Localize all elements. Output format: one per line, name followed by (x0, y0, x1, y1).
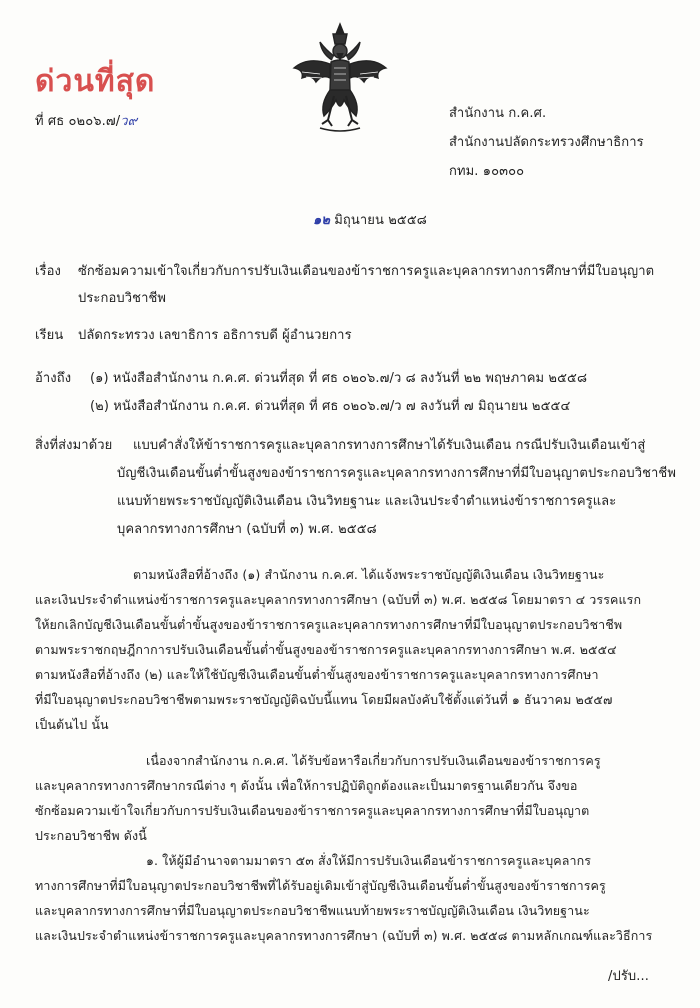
date-handwritten-day: ๑๒ (313, 213, 331, 228)
body-para3-line-2: ทางการศึกษาที่มีใบอนุญาตประกอบวิชาชีพที่ได้รับอยู่เดิมเข้าสู่บัญชีเงินเดือนขั้นต่ำขั้นสูงของข้าราชการครู (35, 878, 606, 893)
reference-label: อ้างถึง (35, 371, 72, 386)
body-para1-line-3: ให้ยกเลิกบัญชีเงินเดือนขั้นต่ำขั้นสูงของข้าราชการครูและบุคลากรทางการศึกษาที่มีใบอนุญาตประกอบวิชาชีพ (35, 617, 623, 632)
reference-item-2: (๒) หนังสือสำนักงาน ก.ค.ศ. ด่วนที่สุด ที่ ศธ ๐๒๐๖.๗/ว ๗ ลงวันที่ ๗ มิถุนายน ๒๕๕๔ (90, 399, 571, 414)
document-number (35, 113, 137, 131)
office-line-3: กทม. ๑๐๓๐๐ (449, 164, 525, 179)
document-number-prefix: ที่ ศธ ๐๒๐๖.๗/ (35, 114, 121, 129)
body-para1-line-7: เป็นต้นไป นั้น (35, 717, 109, 732)
body-para2-line-2: และบุคลากรทางการศึกษากรณีต่าง ๆ ดังนั้น เพื่อให้การปฏิบัติถูกต้องและเป็นมาตรฐานเดียวกัน จึงขอ (35, 778, 578, 793)
urgent-label: ด่วนที่สุด (35, 64, 156, 99)
continuation-marker: /ปรับ... (608, 969, 649, 984)
enclosure-line-3: แนบท้ายพระราชบัญญัติเงินเดือน เงินวิทยฐานะ และเงินประจำตำแหน่งข้าราชการครูและ (117, 494, 617, 509)
enclosure-label: สิ่งที่ส่งมาด้วย (35, 438, 113, 453)
garuda-emblem-icon (290, 20, 390, 138)
body-para2-line-3: ซักซ้อมความเข้าใจเกี่ยวกับการปรับเงินเดือนของข้าราชการครูและบุคลากรทางการศึกษาที่มีใบอนุญาต (35, 803, 590, 818)
enclosure-line-2: บัญชีเงินเดือนขั้นต่ำขั้นสูงของข้าราชการครูและบุคลากรทางการศึกษาที่มีใบอนุญาตประกอบวิชาชีพ (117, 466, 677, 481)
subject-line-1: ซักซ้อมความเข้าใจเกี่ยวกับการปรับเงินเดือนของข้าราชการครูและบุคลากรทางการศึกษาที่มีใบอนุญาต (78, 264, 655, 279)
addressee-text: ปลัดกระทรวง เลขาธิการ อธิการบดี ผู้อำนวยการ (78, 328, 352, 343)
body-para1-line-5: ตามหนังสือที่อ้างถึง (๒) และให้ใช้บัญชีเงินเดือนขั้นต่ำขั้นสูงของข้าราชการครูและบุคลากรทางการศึกษา (35, 667, 599, 682)
office-line-2: สำนักงานปลัดกระทรวงศึกษาธิการ (449, 135, 644, 150)
body-para3-line-4: และเงินประจำตำแหน่งข้าราชการครูและบุคลากรทางการศึกษา (ฉบับที่ ๓) พ.ศ. ๒๕๕๘ ตามหลักเกณฑ์และวิธีการ (35, 928, 653, 943)
body-para3-line-3: และบุคลากรทางการศึกษาที่มีใบอนุญาตประกอบวิชาชีพแนบท้ายพระราชบัญญัติเงินเดือน เงินวิทยฐานะ (35, 903, 590, 918)
office-line-1: สำนักงาน ก.ค.ศ. (449, 106, 547, 121)
reference-item-1: (๑) หนังสือสำนักงาน ก.ค.ศ. ด่วนที่สุด ที่ ศธ ๐๒๐๖.๗/ว ๘ ลงวันที่ ๒๒ พฤษภาคม ๒๕๕๘ (90, 371, 588, 386)
body-para1-line-6: ที่มีใบอนุญาตประกอบวิชาชีพตามพระราชบัญญัติฉบับนี้แทน โดยมีผลบังคับใช้ตั้งแต่วันที่ ๑ ธันวาคม ๒๕๕๗ (35, 692, 613, 707)
body-para2-line-1: เนื่องจากสำนักงาน ก.ค.ศ. ได้รับข้อหารือเกี่ยวกับการปรับเงินเดือนของข้าราชการครู (146, 753, 601, 768)
document-number-handwritten: ว๙ (120, 114, 138, 129)
body-para1-line-1: ตามหนังสือที่อ้างถึง (๑) สำนักงาน ก.ค.ศ. ได้แจ้งพระราชบัญญัติเงินเดือน เงินวิทยฐานะ (133, 567, 605, 582)
date-month-year: มิถุนายน ๒๕๕๘ (334, 213, 427, 228)
body-para3-line-1: ๑. ให้ผู้มีอำนาจตามมาตรา ๕๓ สั่งให้มีการปรับเงินเดือนข้าราชการครูและบุคลากร (146, 853, 592, 868)
body-para2-line-4: ประกอบวิชาชีพ ดังนี้ (35, 828, 147, 843)
enclosure-line-4: บุคลากรทางการศึกษา (ฉบับที่ ๓) พ.ศ. ๒๕๕๘ (117, 522, 377, 537)
subject-line-2: ประกอบวิชาชีพ (78, 291, 167, 306)
document-date (313, 212, 427, 230)
enclosure-line-1: แบบคำสั่งให้ข้าราชการครูและบุคลากรทางการศึกษาได้รับเงินเดือน กรณีปรับเงินเดือนเข้าสู่ (133, 438, 646, 453)
body-para1-line-4: ตามพระราชกฤษฎีกาการปรับเงินเดือนขั้นต่ำขั้นสูงของข้าราชการครูและบุคลากรทางการศึกษา พ.ศ. ๒๕๕๔ (35, 642, 617, 657)
body-para1-line-2: และเงินประจำตำแหน่งข้าราชการครูและบุคลากรทางการศึกษา (ฉบับที่ ๓) พ.ศ. ๒๕๕๘ โดยมาตรา ๔ วรรคแรก (35, 592, 642, 607)
subject-label: เรื่อง (35, 264, 61, 279)
addressee-label: เรียน (35, 328, 64, 343)
